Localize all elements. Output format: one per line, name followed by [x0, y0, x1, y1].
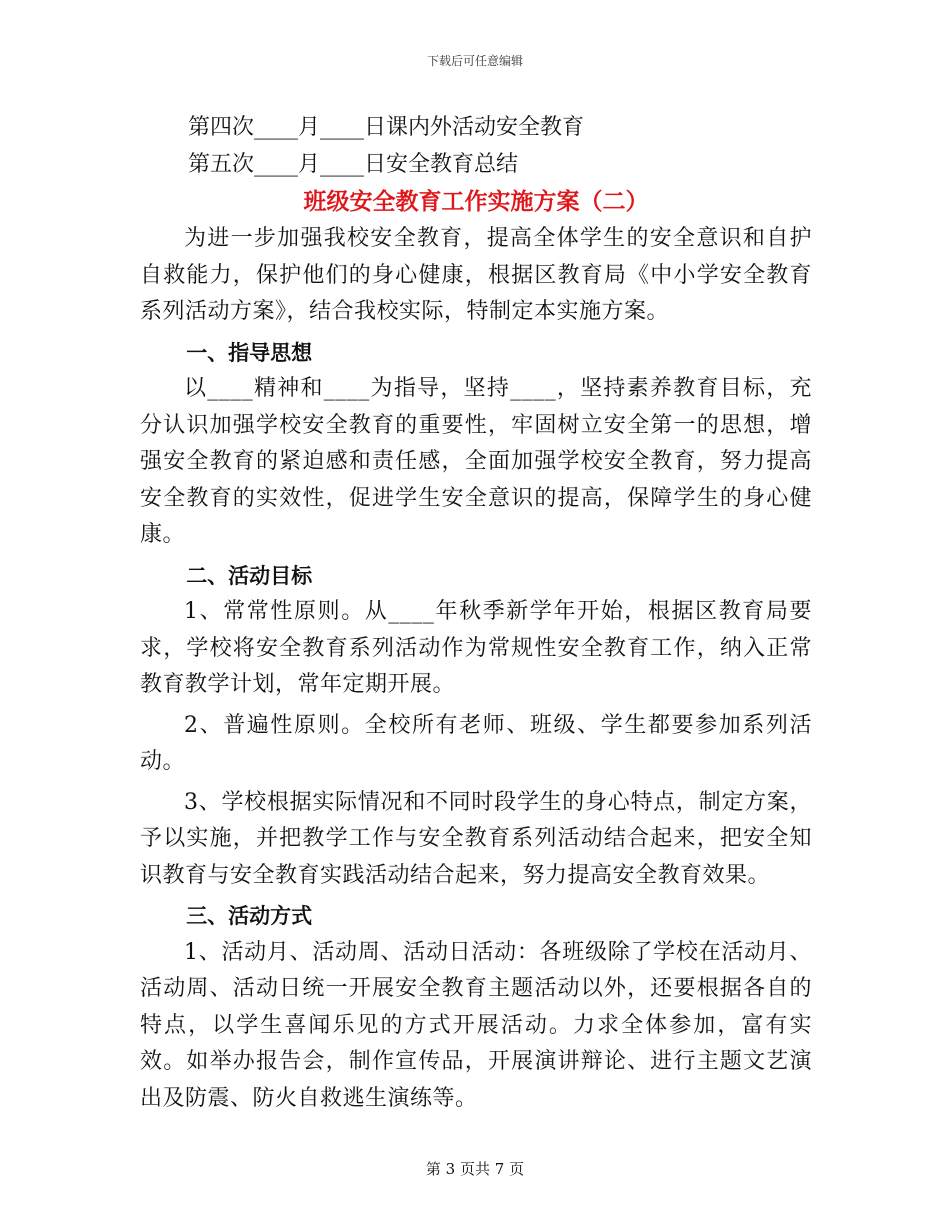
schedule-line-4: 第四次____月____日课内外活动安全教育	[188, 115, 585, 140]
section-heading-activity-methods: 三、活动方式	[186, 904, 313, 928]
document-title: 班级安全教育工作实施方案（二）	[303, 189, 649, 215]
method-item-1: 1、活动月、活动周、活动日活动：各班级除了学校在活动月、活动周、活动日统一开展安全教育主题活动以外，还要根据各自的特点，以学生喜闻乐见的方式开展活动。力求全体参加，富有实效。如举办报告会，制作宣传品，开展演讲辩论、进行主题文艺演出及防震、防火自救逃生演练等。	[140, 939, 812, 1111]
guiding-thought-paragraph: 以____精神和____为指导，坚持____，坚持素养教育目标，充分认识加强学校安全教育的重要性，牢固树立安全第一的思想，增强安全教育的紧迫感和责任感，全面加强学校安全教育，努力提高安全教育的实效性，促进学生安全意识的提高，保障学生的身心健康。	[140, 376, 812, 547]
document-body	[140, 110, 812, 1117]
intro-paragraph: 为进一步加强我校安全教育，提高全体学生的安全意识和自护自救能力，保护他们的身心健康，根据区教育局《中小学安全教育系列活动方案》，结合我校实际，特制定本实施方案。	[140, 226, 812, 324]
schedule-line-5: 第五次____月____日安全教育总结	[188, 151, 519, 177]
section-heading-guiding-thought: 一、指导思想	[186, 340, 313, 365]
goal-item-2: 2、普遍性原则。全校所有老师、班级、学生都要参加系列活动。	[140, 712, 812, 774]
page-header: 下载后可任意编辑	[426, 54, 523, 68]
page-footer: 第 3 页共 7 页	[425, 1160, 525, 1178]
section-heading-activity-goals: 二、活动目标	[186, 563, 313, 588]
goal-item-3: 3、学校根据实际情况和不同时段学生的身心特点，制定方案，予以实施，并把教学工作与安全教育系列活动结合起来，把安全知识教育与安全教育实践活动结合起来，努力提高安全教育效果。	[140, 789, 812, 888]
goal-item-1: 1、常常性原则。从____年秋季新学年开始，根据区教育局要求，学校将安全教育系列活动作为常规性安全教育工作，纳入正常教育教学计划，常年定期开展。	[140, 599, 812, 697]
